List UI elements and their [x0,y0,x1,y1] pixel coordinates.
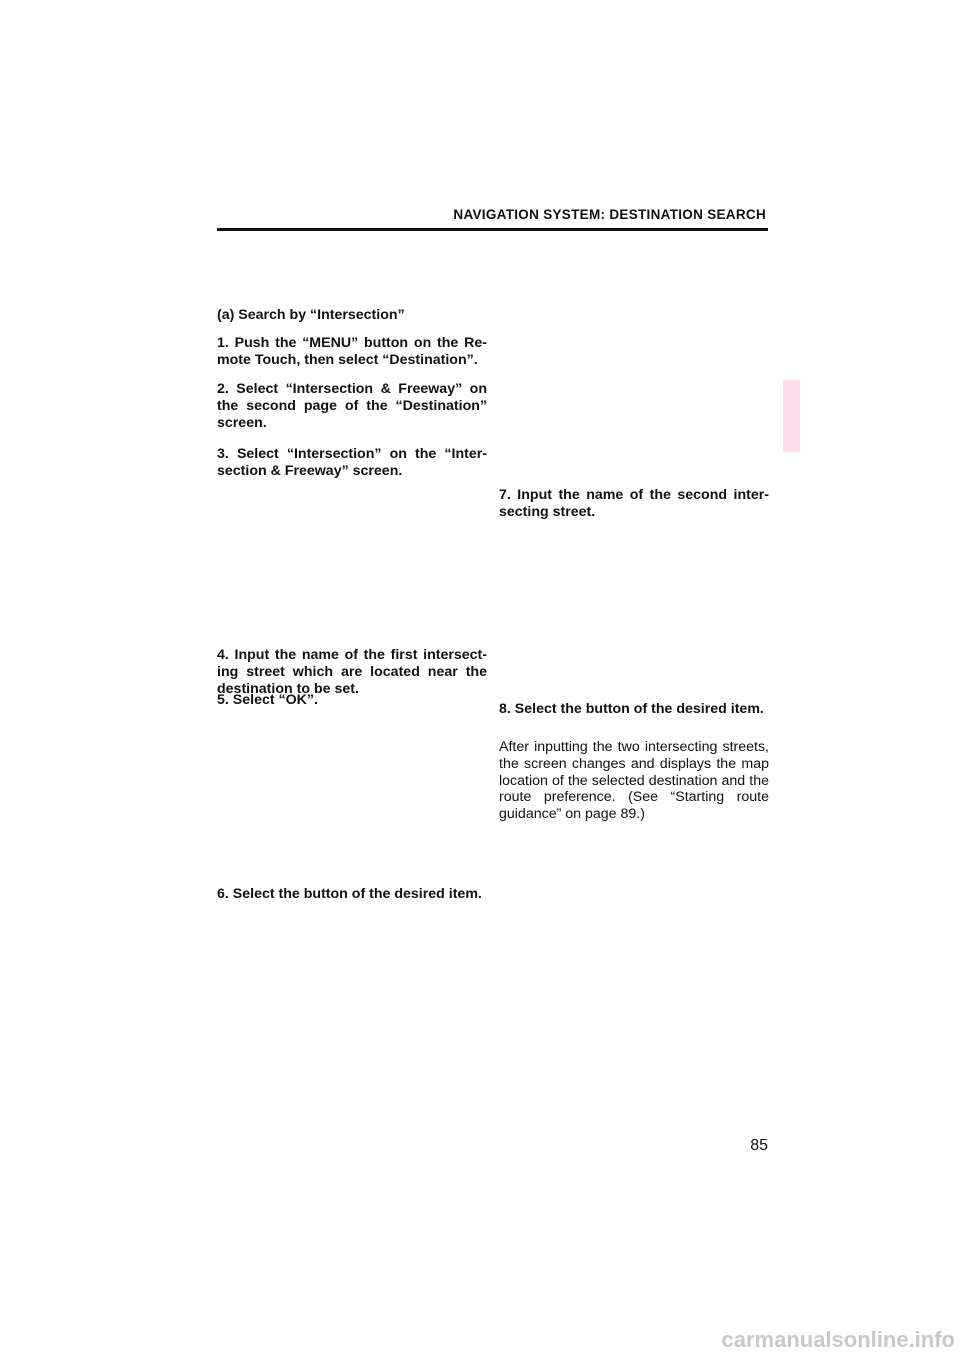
running-header: NAVIGATION SYSTEM: DESTINATION SEARCH [453,207,766,222]
header-rule [217,228,768,231]
step-7: 7. Input the name of the second inter-secting street. [499,487,769,520]
watermark: carmanualsonline.info [721,1327,955,1352]
step-4: 4. Input the name of the first intersect-ing street which are located near the destination to be set. [217,647,487,697]
page-number: 85 [750,1137,768,1154]
step-2: 2. Select “Intersection & Freeway” on the second page of the “Destination” screen. [217,381,487,431]
step-3: 3. Select “Intersection” on the “Inter-section & Freeway” screen. [217,446,487,479]
step-5: 5. Select “OK”. [217,692,318,708]
step-6: 6. Select the button of the desired item. [217,886,482,902]
section-tab-marker [783,380,800,452]
step-1: 1. Push the “MENU” button on the Re-mote Touch, then select “Destination”. [217,335,487,368]
step-8: 8. Select the button of the desired item. [499,701,764,717]
section-heading: (a) Search by “Intersection” [217,307,405,323]
step-8-note: After inputting the two intersecting streets, the screen changes and displays the map location of the selected destination and the route preference. (See “Starting route guidance” on page 89.) [499,739,769,823]
